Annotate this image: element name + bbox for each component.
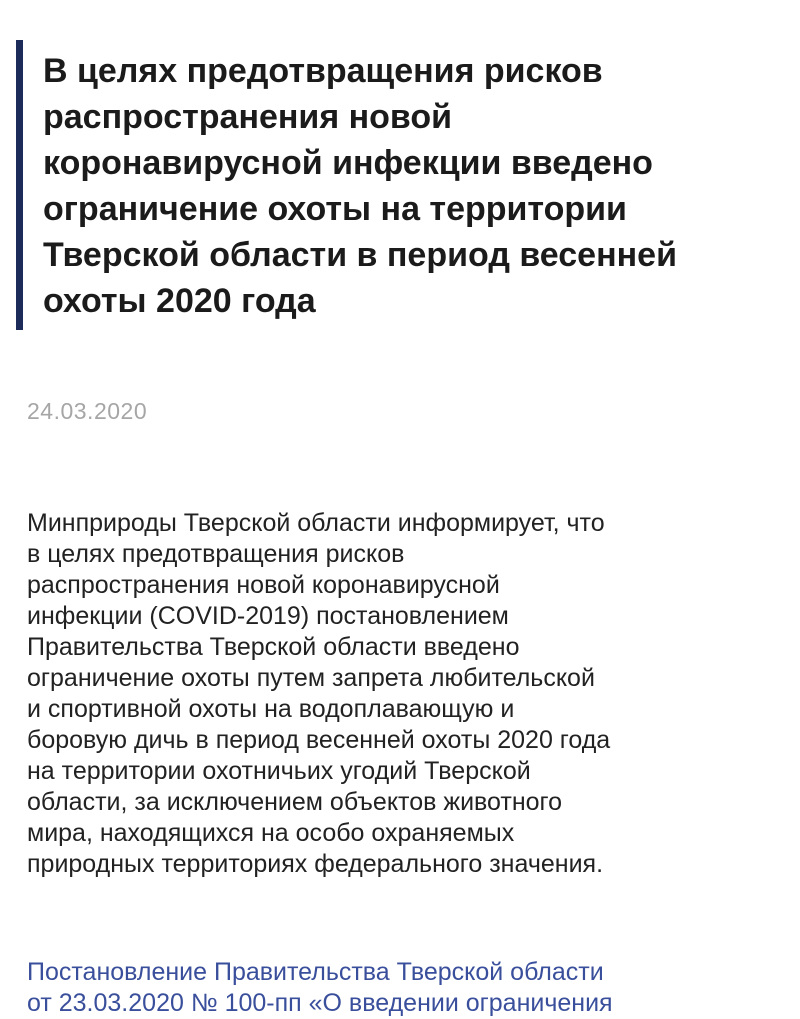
body-line: боровую дичь в период весенней охоты 2020 года [27,726,611,754]
body-line: природных территориях федерального значения. [27,850,604,878]
body-line: на территории охотничьих угодий Тверской [27,757,531,785]
body-line: мира, находящихся на особо охраняемых [27,819,515,847]
body-line: Правительства Тверской области введено [27,633,520,661]
article-body [27,508,767,880]
body-line: и спортивной охоты на водоплавающую и [27,695,515,723]
title-line: В целях предотвращения рисков [43,52,603,90]
title-line: ограничение охоты на территории [43,190,627,228]
title-line: охоты 2020 года [43,282,316,320]
body-line: ограничение охоты путем запрета любительской [27,664,595,692]
headline-block [16,40,776,330]
article-title [43,48,758,324]
body-line: инфекции (COVID-2019) постановлением [27,602,509,630]
headline-accent-bar [16,40,23,330]
title-line: коронавирусной инфекции введено [43,144,653,182]
article-date: 24.03.2020 [27,398,148,424]
link-line: Постановление Правительства Тверской области [27,958,604,986]
body-line: Минприроды Тверской области информирует, что [27,509,605,537]
body-line: области, за исключением объектов животного [27,788,563,816]
body-line: в целях предотвращения рисков [27,540,405,568]
title-line: распространения новой [43,98,453,136]
link-line: от 23.03.2020 № 100-пп «О введении ограничения [27,989,613,1017]
body-line: распространения новой коронавирусной [27,571,500,599]
resolution-link[interactable] [27,957,787,1019]
title-line: Тверской области в период весенней [43,236,677,274]
